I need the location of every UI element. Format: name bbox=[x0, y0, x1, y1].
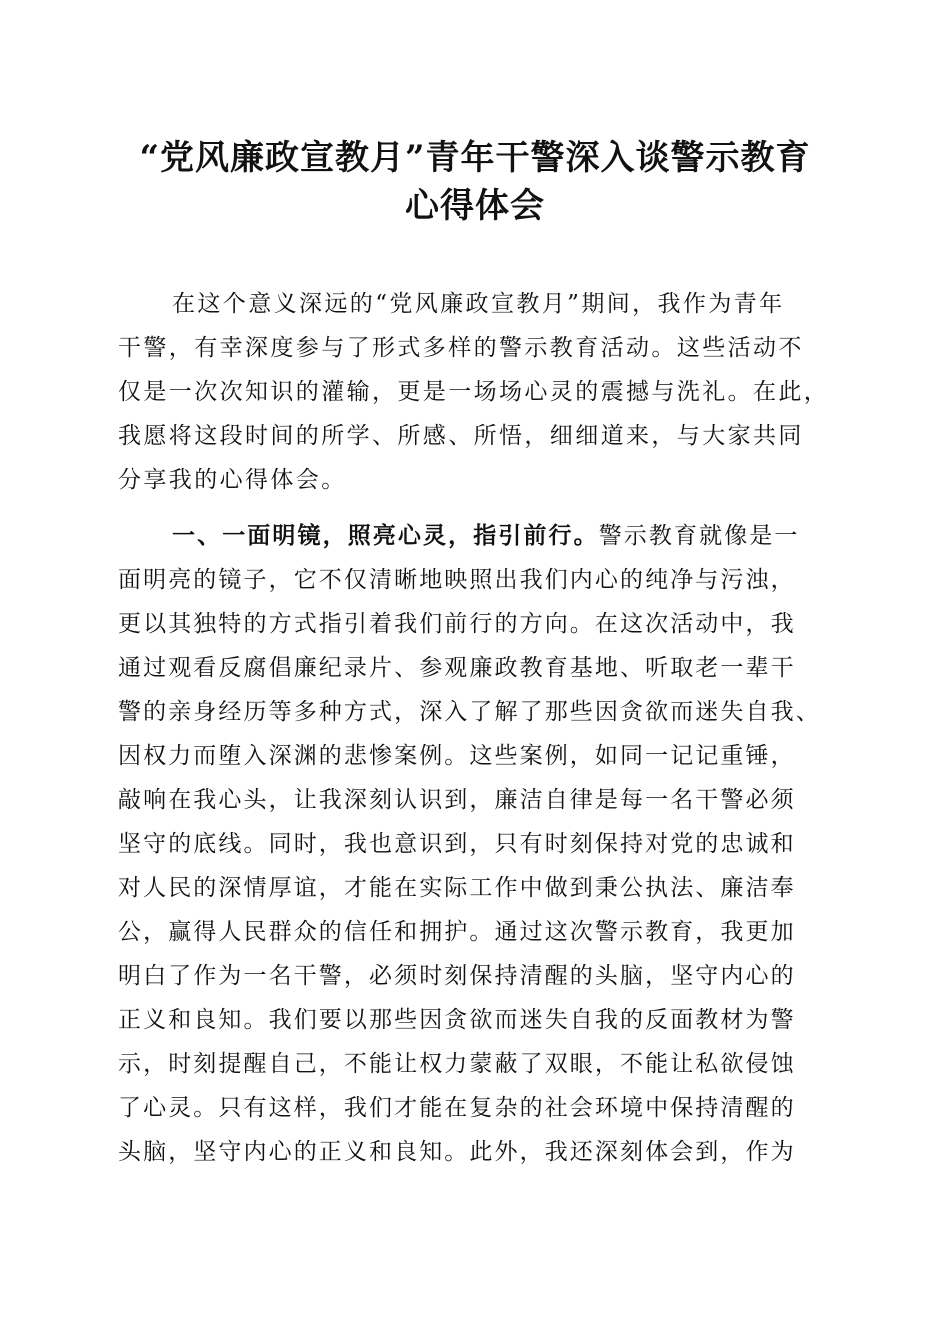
text-line: 正义和良知。我们要以那些因贪欲而迷失自我的反面教材为警 bbox=[118, 1007, 796, 1033]
text-line: 了心灵。只有这样，我们才能在复杂的社会环境中保持清醒的 bbox=[118, 1095, 796, 1121]
document-title bbox=[100, 134, 850, 230]
section-heading: 一、一面明镜，照亮心灵，指引前行。 bbox=[172, 522, 599, 549]
text-line: 面明亮的镜子，它不仅清晰地映照出我们内心的纯净与污浊， bbox=[118, 567, 796, 593]
text-line: 仅是一次次知识的灌输，更是一场场心灵的震撼与洗礼。在此， bbox=[118, 379, 830, 405]
text-line bbox=[118, 514, 838, 558]
text-line: 示，时刻提醒自己，不能让权力蒙蔽了双眼，不能让私欲侵蚀 bbox=[118, 1051, 796, 1077]
paragraph-section-one bbox=[118, 514, 838, 1174]
text-line: 警的亲身经历等多种方式，深入了解了那些因贪欲而迷失自我、 bbox=[118, 699, 821, 725]
text-line: 对人民的深情厚谊，才能在实际工作中做到秉公执法、廉洁奉 bbox=[118, 875, 796, 901]
title-line-1: “党风廉政宣教月”青年干警深入谈警示教育 bbox=[139, 138, 811, 178]
text-line: 敲响在我心头，让我深刻认识到，廉洁自律是每一名干警必须 bbox=[118, 787, 796, 813]
text-line: 公，赢得人民群众的信任和拥护。通过这次警示教育，我更加 bbox=[118, 919, 796, 945]
text-line: 头脑，坚守内心的正义和良知。此外，我还深刻体会到，作为 bbox=[118, 1139, 796, 1165]
text-line: 明白了作为一名干警，必须时刻保持清醒的头脑，坚守内心的 bbox=[118, 963, 796, 989]
section-heading-continuation: 警示教育就像是一 bbox=[598, 523, 800, 549]
text-line: 因权力而堕入深渊的悲惨案例。这些案例，如同一记记重锤， bbox=[118, 743, 796, 769]
text-line: 干警，有幸深度参与了形式多样的警示教育活动。这些活动不 bbox=[118, 335, 804, 361]
text-line: 分享我的心得体会。 bbox=[118, 467, 347, 493]
text-line: 坚守的底线。同时，我也意识到，只有时刻保持对党的忠诚和 bbox=[118, 831, 796, 857]
text-line: 我愿将这段时间的所学、所感、所悟，细细道来，与大家共同 bbox=[118, 423, 804, 449]
text-line: 通过观看反腐倡廉纪录片、参观廉政教育基地、听取老一辈干 bbox=[118, 655, 796, 681]
text-line: 在这个意义深远的“党风廉政宣教月”期间，我作为青年 bbox=[172, 291, 785, 317]
document-body bbox=[118, 282, 838, 1174]
paragraph-intro bbox=[118, 282, 838, 502]
text-line: 更以其独特的方式指引着我们前行的方向。在这次活动中，我 bbox=[118, 611, 796, 637]
title-line-2: 心得体会 bbox=[405, 186, 545, 226]
